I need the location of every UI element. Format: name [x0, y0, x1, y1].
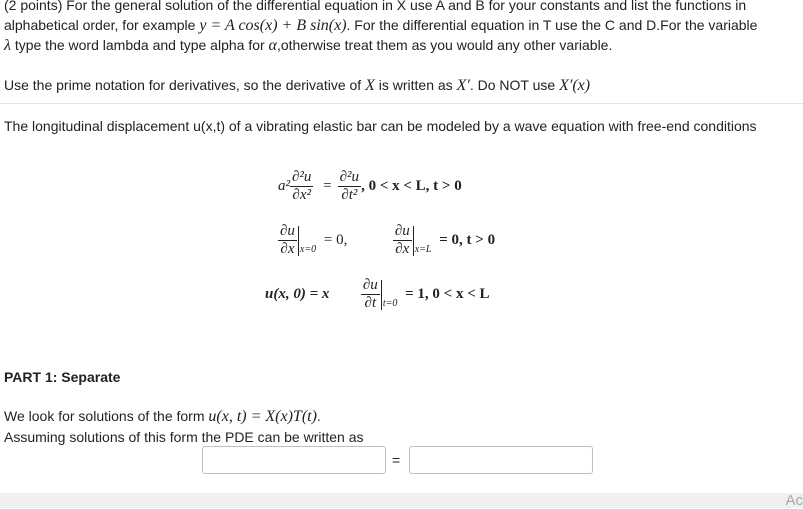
initial-conditions: u(x, 0) = x $\frac{\partial u}{\partial t}$ $_{t=0}$ = 1, 0 < x < L: [265, 277, 490, 311]
intro-line-1: (2 points) For the general solution of the differential equation in X use A and B for your constants and list the functions in: [4, 0, 747, 13]
footer-text: Ac: [785, 492, 803, 509]
divider: [0, 103, 803, 104]
equals-sign: =: [392, 452, 401, 468]
footer-bar: [0, 493, 803, 508]
part-1-title: PART 1: Separate: [4, 369, 121, 385]
prime-notation-instruction: Use the prime notation for derivatives, so the derivative of X is written as X′. Do NOT use X′(x): [4, 77, 591, 94]
answer-left-input[interactable]: [202, 446, 386, 474]
wave-equation: a² $\frac{\text{∂²u}}{\text{∂x²}}$ = $\frac{\text{∂²u}}{\text{∂t²}}$ , 0 < x < L, t > 0: [278, 169, 462, 203]
alpha-symbol: α: [268, 37, 277, 54]
fraction-lhs: $\frac{\text{∂²u}}{\text{∂x²}}$: [292, 169, 312, 203]
answer-right-input[interactable]: [409, 446, 593, 474]
fraction-rhs: $\frac{\text{∂²u}}{\text{∂t²}}$: [339, 169, 360, 203]
pde-form-line: Assuming solutions of this form the PDE can be written as: [4, 429, 364, 445]
solution-form-line: We look for solutions of the form u(x, t) = X(x)T(t).: [4, 408, 321, 425]
example-formula: y = A cos(x) + B sin(x): [199, 17, 347, 34]
intro-line-3: λ type the word lambda and type alpha for α,otherwise treat them as you would any other variable.: [4, 37, 613, 54]
intro-line-2: alphabetical order, for example y = A cos(x) + B sin(x). For the differential equation in T use the C and D.For the variable: [4, 17, 758, 34]
boundary-conditions: $\frac{\partial u}{\partial x}$ $_{x=0}$ = 0, $\frac{\partial u}{\partial x}$ $_{x=L}$ = 0, t > 0: [280, 223, 496, 257]
problem-statement: The longitudinal displacement u(x,t) of a vibrating elastic bar can be modeled by a wave equation with free-end conditions: [4, 118, 757, 134]
lambda-symbol: λ: [4, 37, 11, 54]
